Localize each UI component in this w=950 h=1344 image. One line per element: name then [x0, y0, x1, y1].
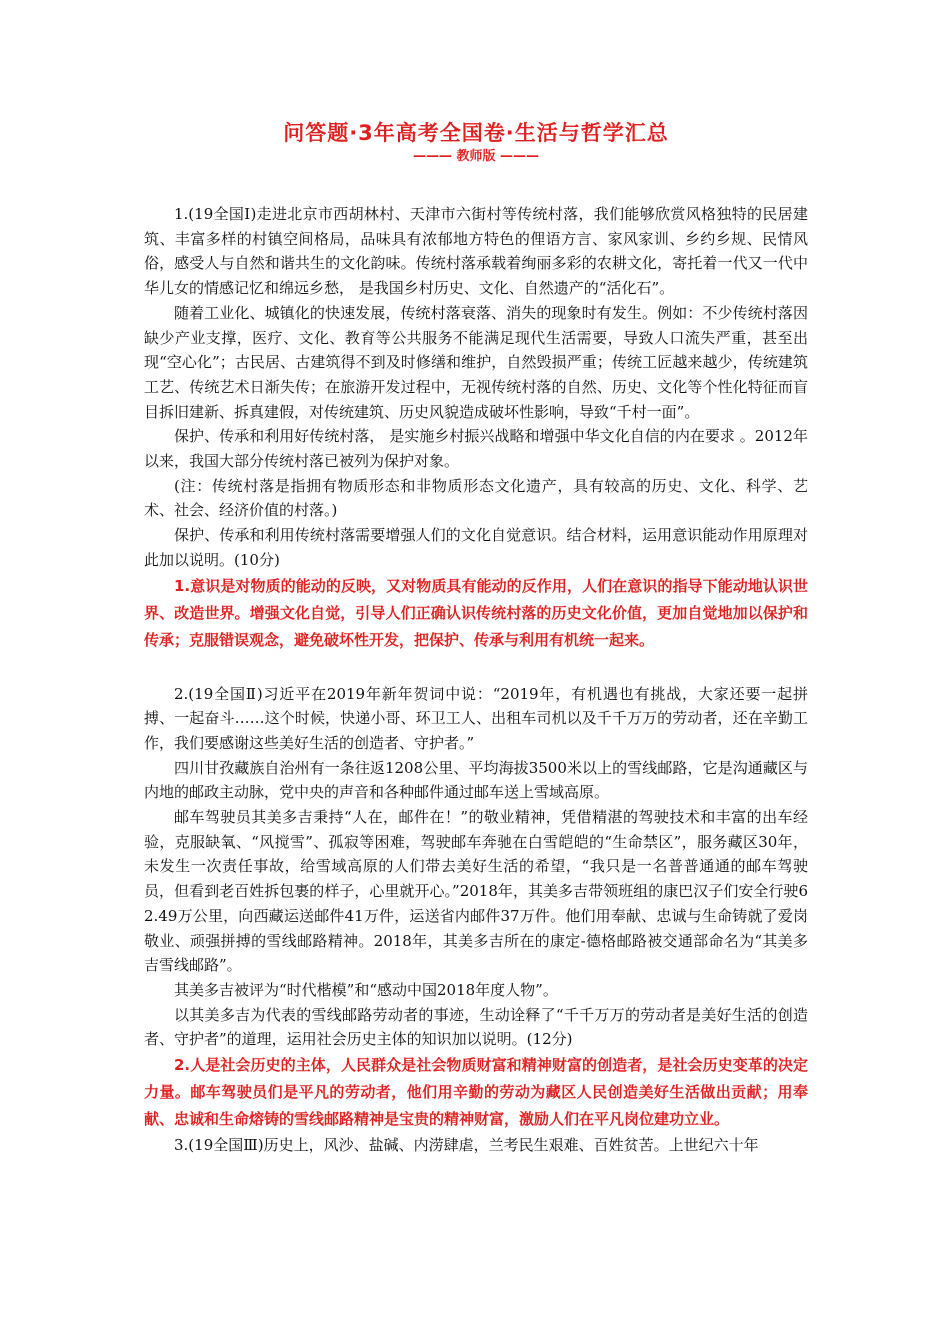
- answer-text: 2.人是社会历史的主体，人民群众是社会物质财富和精神财富的创造者，是社会历史变革的决定力量。邮车驾驶员们是平凡的劳动者，他们用辛勤的劳动为藏区人民创造美好生活做出贡献；用奉献、忠诚和生命熔铸的雪线邮路精神是宝贵的精神财富，激励人们在平凡岗位建功立业。: [144, 1056, 808, 1129]
- question-paragraph: 其美多吉被评为“时代楷模”和“感动中国2018年度人物”。: [174, 980, 558, 999]
- question-1: [144, 202, 808, 654]
- question-note: (注：传统村落是指拥有物质形态和非物质形态文化遗产，具有较高的历史、文化、科学、艺术、社会、经济价值的村落。): [144, 476, 808, 520]
- question-paragraph: 保护、传承和利用好传统村落， 是实施乡村振兴战略和增强中华文化自信的内在要求 。2012年以来，我国大部分传统村落已被列为保护对象。: [144, 427, 808, 471]
- document-page: [144, 118, 808, 1158]
- question-prompt: 保护、传承和利用传统村落需要增强人们的文化自觉意识。结合材料，运用意识能动作用原理对此加以说明。(10分): [144, 526, 808, 569]
- question-paragraph: 2.(19全国Ⅱ)习近平在2019年新年贺词中说：“2019年，有机遇也有挑战，大家还要一起拼搏、一起奋斗……这个时候，快递小哥、环卫工人、出租车司机以及千千万万的劳动者，还在辛勤工作，我们要感谢这些美好生活的创造者、守护者。”: [144, 684, 808, 752]
- section-gap: [144, 654, 808, 682]
- question-2: [144, 682, 808, 1134]
- answer-text: 1.意识是对物质的能动的反映，又对物质具有能动的反作用，人们在意识的指导下能动地认识世界、改造世界。增强文化自觉，引导人们正确认识传统村落的历史文化价值，更加自觉地加以保护和传承；克服错误观念，避免破坏性开发，把保护、传承与利用有机统一起来。: [144, 576, 808, 649]
- question-paragraph: 四川甘孜藏族自治州有一条往返1208公里、平均海拔3500米以上的雪线邮路，它是沟通藏区与内地的邮政主动脉，党中央的声音和各种邮件通过邮车送上雪域高原。: [144, 758, 808, 802]
- question-3: [144, 1133, 808, 1158]
- question-paragraph: 邮车驾驶员其美多吉秉持“人在，邮件在！”的敬业精神，凭借精湛的驾驶技术和丰富的出车经验，克服缺氧、“风搅雪”、孤寂等困难，驾驶邮车奔驰在白雪皑皑的“生命禁区”，服务藏区30年，未发生一次责任事故，给雪域高原的人们带去美好生活的希望，“我只是一名普普通通的邮车驾驶员，但看到老百姓拆包裹的样子，心里就开心。”2018年，其美多吉带领班组的康巴汉子们安全行驶62.49万公里，向西藏运送邮件41万件，运送省内邮件37万件。他们用奉献、忠诚与生命铸就了爱岗敬业、顽强拼搏的雪线邮路精神。2018年，其美多吉所在的康定-德格邮路被交通部命名为“其美多吉雪线邮路”。: [144, 808, 808, 975]
- question-paragraph: 随着工业化、城镇化的快速发展，传统村落衰落、消失的现象时有发生。例如：不少传统村落因缺少产业支撑，医疗、文化、教育等公共服务不能满足现代生活需要，导致人口流失严重，甚至出现“空心化”；古民居、古建筑得不到及时修缮和维护，自然毁损严重；传统工匠越来越少，传统建筑工艺、传统艺术日渐失传；在旅游开发过程中，无视传统村落的自然、历史、文化等个性化特征而盲目拆旧建新、拆真建假，对传统建筑、历史风貌造成破坏性影响，导致“千村一面”。: [144, 303, 808, 421]
- question-prompt: 以其美多吉为代表的雪线邮路劳动者的事迹，生动诠释了“千千万万的劳动者是美好生活的创造者、守护者”的道理，运用社会历史主体的知识加以说明。(12分): [144, 1005, 808, 1049]
- page-subtitle: ——— 教师版 ———: [412, 149, 540, 164]
- question-paragraph: 3.(19全国Ⅲ)历史上，风沙、盐碱、内涝肆虐，兰考民生艰难、百姓贫苦。上世纪六十年: [174, 1136, 759, 1155]
- question-paragraph: 1.(19全国Ⅰ)走进北京市西胡林村、天津市六街村等传统村落，我们能够欣赏风格独特的民居建筑、丰富多样的村镇空间格局，品味具有浓郁地方特色的俚语方言、家风家训、乡约乡规、民情风俗，感受人与自然和谐共生的文化韵味。传统村落承载着绚丽多彩的农耕文化，寄托着一代又一代中华儿女的情感记忆和绵远乡愁， 是我国乡村历史、文化、自然遗产的“活化石”。: [144, 205, 808, 298]
- page-title: 问答题·3年高考全国卷·生活与哲学汇总: [283, 121, 669, 145]
